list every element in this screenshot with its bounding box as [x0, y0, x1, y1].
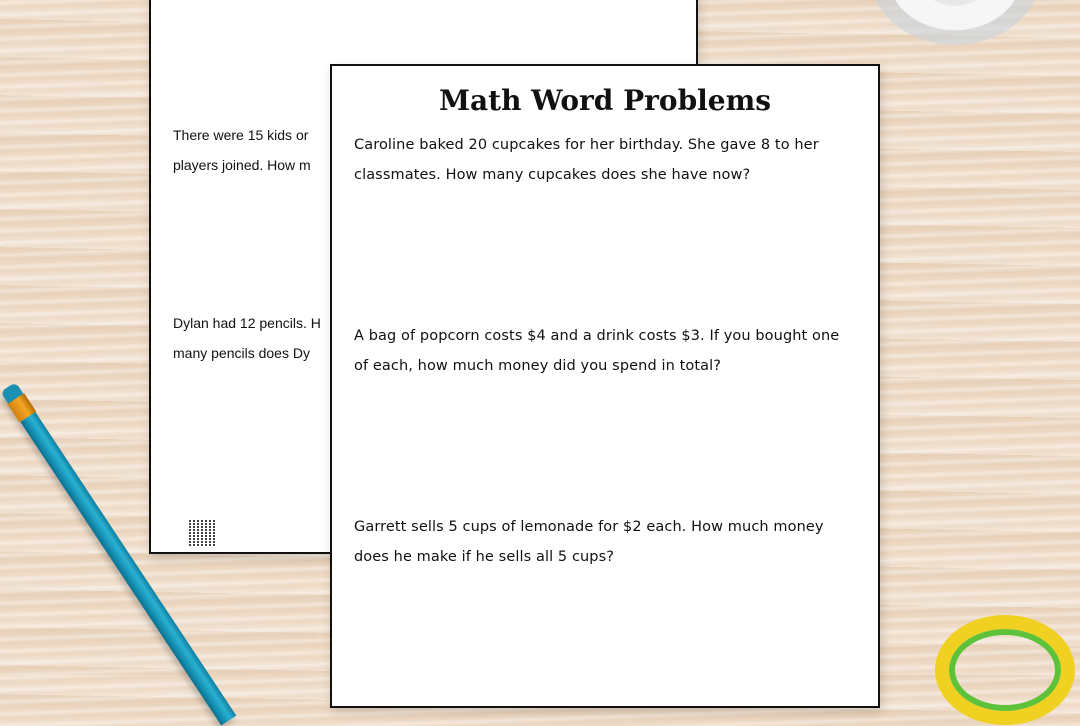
problem-1: Caroline baked 20 cupcakes for her birthday. She gave 8 to her classmates. How many cupcakes does she have now? [354, 137, 819, 183]
scissors-icon [935, 615, 1075, 725]
back-problem-2-line-2: many pencils does Dy [173, 345, 310, 361]
back-problem-2-line-1: Dylan had 12 pencils. H [173, 315, 321, 331]
worksheet-title: Math Word Problems [439, 84, 771, 117]
qr-code-icon [189, 520, 215, 546]
front-worksheet [330, 64, 880, 708]
problem-2: A bag of popcorn costs $4 and a drink costs $3. If you bought one of each, how much money did you spend in total? [354, 328, 840, 374]
back-problem-1-line-2: players joined. How m [173, 157, 311, 173]
tape-roll-icon [870, 0, 1040, 45]
problem-3: Garrett sells 5 cups of lemonade for $2 each. How much money does he make if he sells all 5 cups? [354, 519, 824, 565]
back-problem-1-line-1: There were 15 kids or [173, 127, 309, 143]
